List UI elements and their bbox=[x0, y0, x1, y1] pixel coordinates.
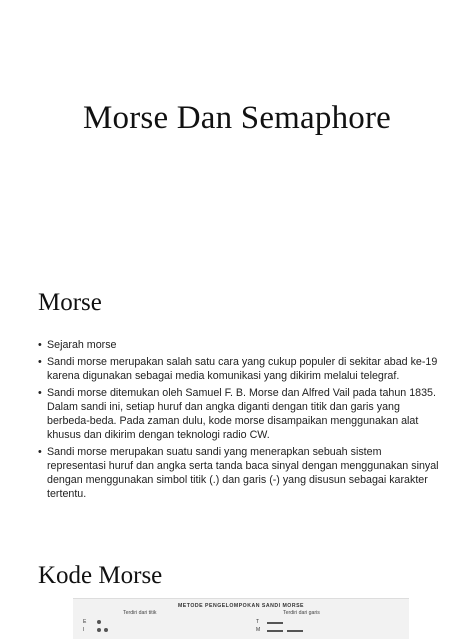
bullet-item: • Sandi morse merupakan salah satu cara yang cukup populer di sekitar abad ke-19 karena digunakan sebagai media komunikasi yang dikirim melalui telegraf. bbox=[38, 355, 442, 383]
bullet-item: • Sejarah morse bbox=[38, 338, 442, 352]
morse-letter: M bbox=[256, 627, 261, 633]
bullet-list bbox=[38, 338, 442, 504]
presentation-title: Morse Dan Semaphore bbox=[82, 100, 392, 136]
morse-slide bbox=[0, 274, 474, 546]
morse-table-image bbox=[73, 598, 409, 639]
left-column-header: Terdiri dari titik bbox=[123, 610, 157, 616]
dash-symbol bbox=[267, 622, 283, 624]
bullet-item: • Sandi morse merupakan suatu sandi yang menerapkan sebuah sistem representasi huruf dan angka serta tanda baca sinyal dengan menggunakan sinyal dengan menggunakan simbol titik (.) dan garis (-) yang disusun sebagai karakter tertentu. bbox=[38, 445, 442, 501]
slide-heading: Morse bbox=[38, 289, 102, 316]
dot-symbol bbox=[97, 620, 101, 624]
title-slide bbox=[0, 0, 474, 248]
right-column-header: Terdiri dari garis bbox=[283, 610, 320, 616]
bullet-item: • Sandi morse ditemukan oleh Samuel F. B. Morse dan Alfred Vail pada tahun 1835. Dalam sandi ini, setiap huruf dan angka diganti dengan titik dan garis yang berbeda-beda. Pada zaman dulu, kode morse disampaikan menggunakan alat khusus dan dikirim dengan teknologi radio CW. bbox=[38, 386, 442, 442]
dot-symbol bbox=[104, 628, 108, 632]
kode-morse-slide bbox=[0, 558, 474, 632]
morse-letter: I bbox=[83, 627, 85, 633]
dot-symbol bbox=[97, 628, 101, 632]
table-title: METODE PENGELOMPOKAN SANDI MORSE bbox=[177, 603, 304, 609]
morse-letter: E bbox=[83, 619, 87, 625]
slide-heading: Kode Morse bbox=[38, 562, 163, 589]
morse-letter: T bbox=[256, 619, 260, 625]
